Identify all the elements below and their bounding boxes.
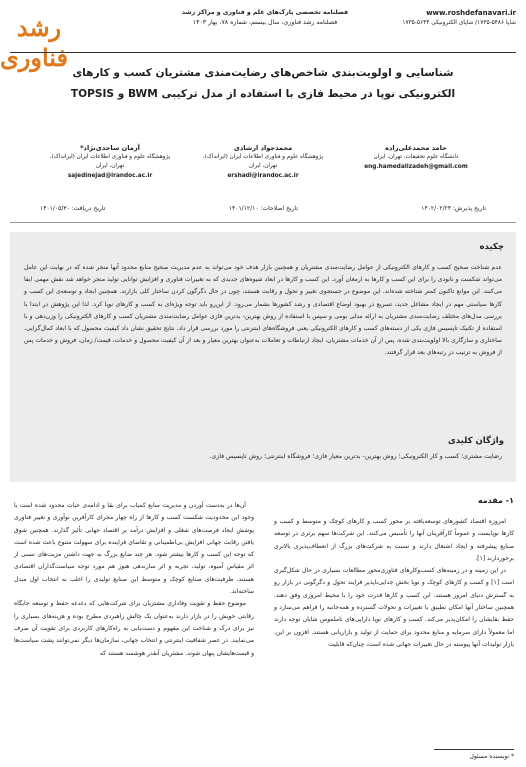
journal-url[interactable]: www.roshdefanavari.ir	[426, 9, 516, 17]
journal-contact	[356, 8, 516, 28]
journal-info	[165, 8, 365, 28]
footnote-divider	[434, 749, 514, 750]
body-column-left	[14, 500, 254, 660]
author-affiliation: دانشگاه علوم تحقیقات، تهران، ایران	[373, 154, 459, 160]
received-date: تاریخ دریافت: ۱۴۰۱/۰۵/۳۰	[40, 205, 106, 212]
paper-title	[20, 63, 506, 105]
paragraph: امروزه اقتصاد کشورهای توسعه‌یافته بر محور کسب و کارهای کوچک و متوسط و کسب و کارها نوپایست و عموماً کارآفرینان آنها را تأسیس می‌کنند. این شرکت‌ها سهم برتری در توسعه صنایع پیشرفته و ایجاد اشتغال دارند و نسبت به شرکت‌های بزرگ از انعطاف‌پذیری بالاتری برخوردارند [۱].	[274, 518, 514, 562]
author-1	[346, 143, 486, 181]
journal-header	[0, 0, 526, 72]
author-name: حامد محمدعلی‌زاده	[385, 144, 447, 152]
paragraph: در این زمینه و در زمینه‌های کسب‌وکارهای فناوری‌محور مطالعات بسیاری در حال شکل‌گیری است [۱] و کسب و کارهای کوچک و نوپا بخش جدایی‌ناپذیر فرایند تحول و دگرگونی در بازار رو به گسترش دنیای امروز هستند. این کسب و کارها قدرت خود را با محیط امروزی وفق دهند. همچنین ساختار آنها امکان تطبیق با تغییرات و تحولات گسترده و همه‌جانبه را فراهم می‌سازد و حفظ بقایشان را امکان‌پذیر می‌کند. کسب و کارهای نوپا دارایی‌های ناملموس شایان توجه دارند اما معمولاً دارای سرمایه و منابع محدود برای حمایت از تولید و بازاریابی هستند. افزون بر این، بازار تولیدات آنها پیوسته در حال تغییرات جهانی شده است، چنان‌که قابلیت	[274, 567, 515, 648]
author-affiliation: پژوهشگاه علوم و فناوری اطلاعات ایران (ایرانداک)،	[202, 154, 324, 160]
abstract-heading: چکیده	[479, 242, 504, 252]
paper-title-line-2: الکترونیکی نوپا در محیط فازی با استفاده از مدل ترکیبی BWM و TOPSIS	[70, 88, 456, 100]
author-name: محمدجواد ارشادی	[233, 144, 293, 152]
abstract-text: عدم شناخت صحیح کسب و کارهای الکترونیکی از عوامل رضایت‌مندی مشتریان و همچنین بازار هدف خود می‌تواند به عدم مدیریت صحیح منابع محدود آنها منجر شده که در نهایت این عامل می‌تواند شکست و نابودی را برای این کسب و کارها به ارمغان آورد. این کسب و کارها در ابعاد شیوه‌های جدیدی که به تغییرات فناوری و افزایش توانایی تولید منجر خواهد شد نقش مهمی ایفا می‌کنند. این موانع تاکنون کمتر شناخته شده‌اند. این موضوع در جستجوی تغییر و تحول و رقابت هستند، چون در حال دگرگون کردن ساختار کلی بازارند. همچنین ایجاد و توسعه‌ی این کسب و کارها سیاستی مهم در ایجاد مشاغل جدید، تسریع در بهبود اوضاع اقتصادی و رشد کشورها بشمار می‌رود. از این‌رو باید توجه ویژه‌ای به کسب و کارهای نوپا کرد. لذا این پژوهش در ابتدا با بررسی مدل‌های مختلف رضایت‌مندی مشتریان به ارائه مدلی بومی و سپس با استفاده از روش بهترین- بدترین فازی عوامل رضایت‌مندی مشتریان کسب و کارهای الکترونیکی را وزن‌دهی و با استفاده از تکنیک تاپسیس فازی یکی از دسته‌های کسب و کارهای الکترونیکی یعنی فروشگاه‌های اینترنتی را مورد بررسی قرار داد. نتایج تحقیق نشان داد کیفیت محصول که با ابعاد کمال‌گرایی، ساختاری و سازگاری بالا اولویت‌بندی شده، پس از آن خدمات مشتریان، ایجاد ارتباطات و تعاملات به‌عنوان بهترین معیار و بعد از آن کیفیت محصول و خدمات، قیمت/ زمان، فروش و خدمات پس از فروش به ترتیب در رتبه‌های بعد قرار گرفتند.	[24, 264, 502, 357]
paragraph: موضوع حفظ و تقویت وفاداری مشتریان برای شرکت‌هایی که دغدغه حفظ و توسعه جایگاه رقابتی خویش را در بازار دارند به‌عنوان یک چالش راهبردی مطرح بوده و هزینه‌های بسیاری را نیز برای درک و شناخت این مفهوم و دست‌یابی به راه‌کارهای کاربردی برای تقویت آن صرف می‌نمایند. در عصر شفافیت اینترنتی و انتخاب جهانی، سازمان‌ها دیگر نمی‌توانند پشت سیاست‌ها و قیمت‌هایشان پنهان شوند. مشتریان آنقدر هوشمند هستند که	[14, 600, 254, 657]
author-2	[193, 143, 333, 181]
header-divider	[10, 52, 516, 53]
author-list	[40, 143, 486, 181]
author-affiliation: پژوهشگاه علوم و فناوری اطلاعات ایران (ایرانداک)،	[49, 154, 171, 160]
author-email[interactable]: sajedinejad@irandoc.ac.ir	[67, 173, 153, 179]
journal-issue: فصلنامه رشد فناوری، سال بیستم، شماره ۷۸، بهار ۱۴۰۳	[192, 19, 338, 26]
section-heading-introduction: ۱- مقدمه	[477, 496, 514, 505]
keywords-text: رضایت مشتری؛ کسب و کار الکترونیکی؛ روش بهترین- بدترین معیار فازی؛ فروشگاه اینترنتی؛ روش تاپسیس فازی.	[209, 453, 502, 460]
body-column-right	[274, 516, 514, 651]
accepted-date: تاریخ پذیرش: ۱۴۰۲/۰۲/۲۴	[421, 205, 486, 212]
journal-logo: رشد فناوری	[0, 16, 68, 72]
paper-title-line-1: شناسایی و اولویت‌بندی شاخص‌های رضایت‌مندی مشتریان کسب و کارهای	[72, 67, 454, 79]
author-3	[40, 143, 180, 181]
journal-title: فصلنامه تخصصی پارک‌های علم و فناوری و مراکز رشد	[181, 9, 349, 16]
revised-date: تاریخ اصلاحات: ۱۴۰۱/۱۲/۱۰	[228, 205, 298, 212]
author-email[interactable]: ershadi@irandoc.ac.ir	[227, 173, 299, 179]
dates-divider	[10, 222, 516, 223]
author-city: تهران، ایران	[95, 163, 125, 169]
author-name: آرمان ساجدی‌نژاد*	[80, 144, 140, 152]
journal-issn: شاپا ۵۴۸۶-۱۷۳۵/ شاپای الکترونیکی ۵۶۴۴-۱۷۳۵	[402, 20, 516, 26]
footnote: * نویسنده مسئول	[469, 753, 514, 760]
abstract-box	[10, 232, 516, 482]
author-city: تهران، ایران	[248, 163, 278, 169]
author-email[interactable]: eng.hamedalizadeh@gmail.com	[364, 164, 468, 170]
paragraph: آن‌ها در به‌دست آوردن و مدیریت منابع کمیاب برای بقا و ادامه‌ی حیات محدود شده است با وجود این محدودیت شکست کسب و کارها از راه چهار مجرای کارآفرین نوآوری و تغییر فناوری پوشش ایجاد فرصت‌های شغلی و افزایش درآمد بر اقتصاد جهانی تأثیر گذارند. همچنین شوق یافتن رقابت جهانی افزایش بی‌اطمینانی و تقاضای فزاینده برای سهولت متنوع باعث شده است که توجه این کسب و کارها بیشتر شود. هر چند ضایع بزرگ به جهت داشتن مزیت‌های نسبی از اثر مقیاس آمیوه، تولید، تجربه و اثر سازندهی هنوز هم مورد توجه سیاست‌گذاران اقتصادی هستند. ظرفیت‌های صنایع کوچک و متوسط این صنایع تولیدی را اغلب به انتخاب اول مبدل ساخته‌اند.	[14, 502, 254, 596]
article-dates	[40, 205, 486, 212]
keywords-heading: واژگان کلیدی	[447, 436, 504, 446]
